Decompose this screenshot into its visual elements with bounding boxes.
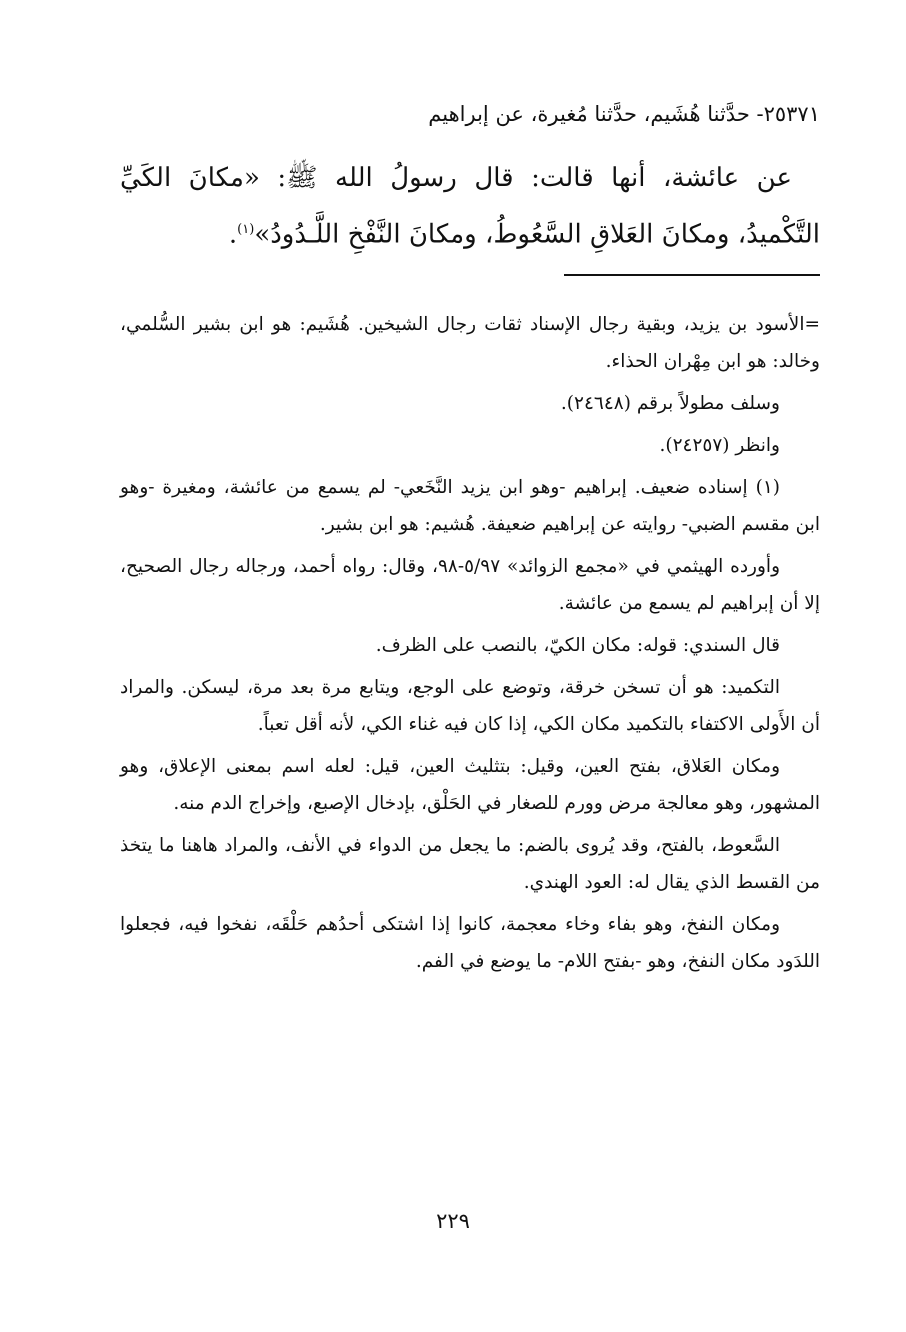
footnote-separator — [564, 274, 820, 276]
hadith-header: ٢٥٣٧١- حدَّثنا هُشَيم، حدَّثنا مُغيرة، عن إبراهيم — [428, 102, 820, 126]
hadith-text — [120, 152, 820, 261]
note-paragraph: (١) إسناده ضعيف. إبراهيم -وهو ابن يزيد النَّخَعي- لم يسمع من عائشة، ومغيرة -وهو ابن مقسم الضبي- روايته عن إبراهيم ضعيفة. هُشيم: هو ابن بشير. — [120, 477, 820, 535]
hadith-end-mark: . — [228, 219, 238, 250]
note-paragraph: السَّعوط، بالفتح، وقد يُروى بالضم: ما يجعل من الدواء في الأنف، والمراد هاهنا ما يتخذ من القسط الذي يقال له: العود الهندي. — [120, 835, 820, 893]
note-paragraph: وانظر (٢٤٢٥٧). — [659, 435, 780, 456]
note-paragraph: قال السندي: قوله: مكان الكيّ، بالنصب على الظرف. — [375, 635, 780, 656]
hadith-body-text: عن عائشة، أنها قالت: قال رسولُ الله ﷺ: «مكانَ الكَيِّ التَّكْميدُ، ومكانَ العَلاقِ السَّعُوطُ، ومكانَ النَّفْخِ اللَّـدُودُ» — [120, 163, 820, 250]
note-paragraph: ومكان النفخ، وهو بفاء وخاء معجمة، كانوا إذا اشتكى أحدُهم حَلْقَه، نفخوا فيه، فجعلوا اللدَود مكان النفخ، وهو -بفتح اللام- ما يوضع في الفم. — [120, 914, 820, 972]
footnote-reference: (١) — [237, 222, 255, 237]
note-paragraph: التكميد: هو أن تسخن خرقة، وتوضع على الوجع، ويتابع مرة بعد مرة، ليسكن. والمراد أن الأَولى الاكتفاء بالتكميد مكان الكي، إذا كان فيه غناء الكي، لأنه أقل تعباً. — [120, 677, 820, 735]
note-paragraph: وأورده الهيثمي في «مجمع الزوائد» ٥/٩٧-٩٨، وقال: رواه أحمد، ورجاله رجال الصحيح، إلا أن إبراهيم لم يسمع من عائشة. — [120, 556, 820, 614]
note-paragraph: ومكان العَلاق، بفتح العين، وقيل: بتثليث العين، قيل: لعله اسم بمعنى الإعلاق، وهو المشهور، وهو معالجة مرض وورم للصغار في الحَلْق، بإدخال الإصبع، وإخراج الدم منه. — [120, 756, 820, 814]
note-paragraph: =الأسود بن يزيد، وبقية رجال الإسناد ثقات رجال الشيخين. هُشَيم: هو ابن بشير السُّلمي، وخالد: هو ابن مِهْران الحذاء. — [120, 314, 820, 372]
footnotes — [120, 306, 820, 985]
page-number: ٢٢٩ — [436, 1209, 470, 1233]
note-paragraph: وسلف مطولاً برقم (٢٤٦٤٨). — [560, 393, 780, 414]
